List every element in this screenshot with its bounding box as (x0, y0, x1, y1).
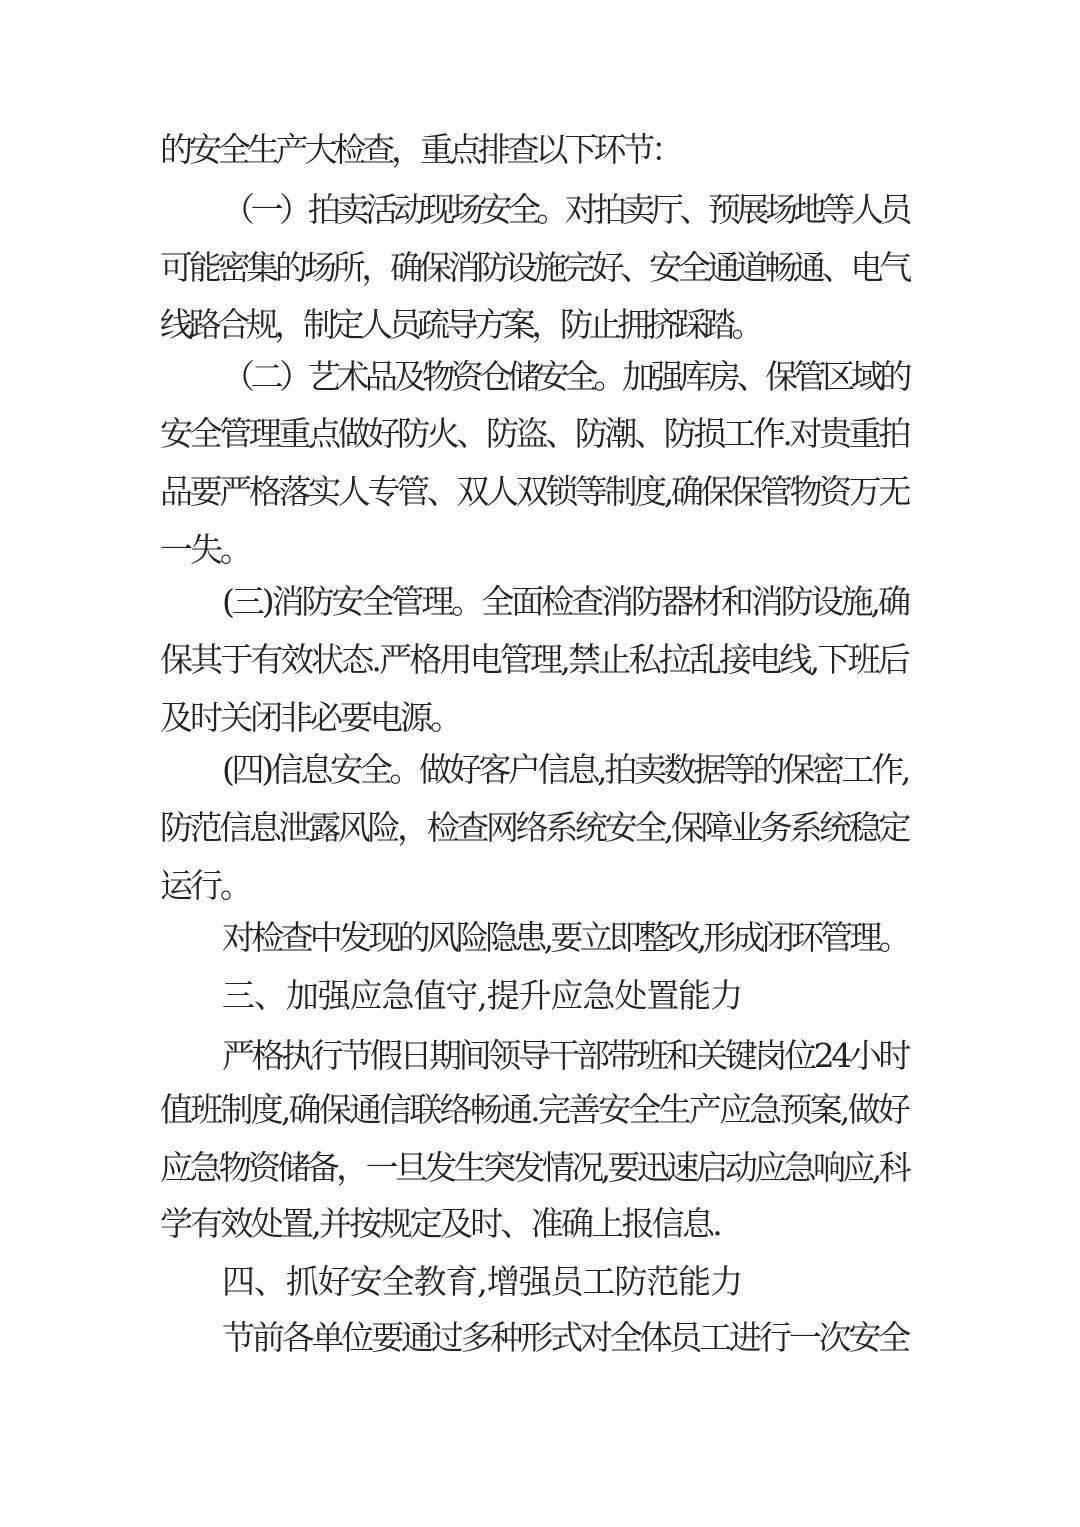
paragraph-line: (四)信息安全。做好客户信息,拍卖数据等的保密工作, (222, 750, 908, 789)
paragraph-line: 防范信息泄露风险，检查网络系统安全,保障业务系统稳定 (160, 808, 908, 847)
paragraph-line: 对检查中发现的风险隐患,要立即整改,形成闭环管理。 (222, 918, 908, 957)
paragraph-line: 运行。 (160, 866, 250, 905)
paragraph-line: (三)消防安全管理。全面检查消防器材和消防设施,确 (222, 582, 908, 621)
paragraph-line: 保其于有效状态.严格用电管理,禁止私拉乱接电线,下班后 (160, 640, 908, 679)
paragraph-line: 严格执行节假日期间领导干部带班和关键岗位24小时 (222, 1036, 908, 1075)
paragraph-line: 一失。 (160, 530, 250, 569)
paragraph-line: 应急物资储备，一旦发生突发情况,要迅速启动应急响应,科 (160, 1148, 908, 1187)
paragraph-line: 线路合规，制定人员疏导方案，防止拥挤踩踏。 (160, 305, 761, 344)
paragraph-line: 品要严格落实人专管、双人双锁等制度,确保保管物资万无 (160, 472, 908, 511)
paragraph-line: 节前各单位要通过多种形式对全体员工进行一次安全 (222, 1318, 909, 1357)
paragraph-line: 安全管理重点做好防火、防盗、防潮、防损工作.对贵重拍 (160, 414, 908, 453)
section-heading: 四、抓好安全教育,增强员工防范能力 (222, 1262, 742, 1301)
paragraph-line: 及时关闭非必要电源。 (160, 698, 460, 737)
paragraph-line: 可能密集的场所，确保消防设施完好、安全通道畅通、电气 (160, 248, 909, 287)
paragraph-line: 学有效处置,并按规定及时、准确上报信息. (160, 1204, 720, 1243)
section-heading: 三、加强应急值守,提升应急处置能力 (222, 976, 742, 1015)
paragraph-line: （一）拍卖活动现场安全。对拍卖厅、预展场地等人员 (222, 190, 909, 229)
paragraph-line: （二）艺术品及物资仓储安全。加强库房、保管区域的 (222, 357, 909, 396)
paragraph-line: 值班制度,确保通信联络畅通.完善安全生产应急预案,做好 (160, 1090, 908, 1129)
paragraph-line: 的安全生产大检查，重点排查以下环节： (160, 130, 681, 169)
